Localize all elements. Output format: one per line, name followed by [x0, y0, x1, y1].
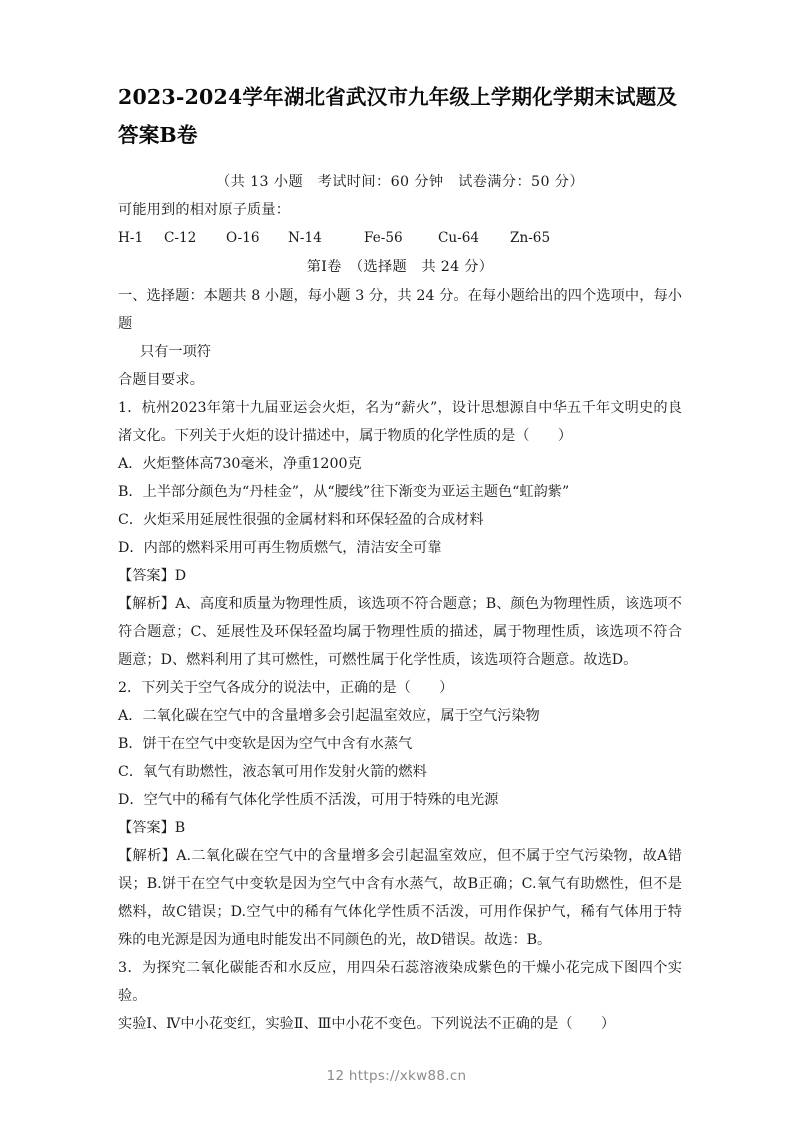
- option-label: A．: [118, 456, 143, 472]
- question-answer: 【答案】D: [118, 568, 187, 584]
- question-option: [118, 534, 682, 562]
- option-label: C．: [118, 512, 144, 528]
- choice-instruction-main: 一、选择题：本题共 8 小题，每小题 3 分，共 24 分。在每小题给出的四个选项中，每小题: [118, 288, 682, 332]
- atomic-mass-cu: Cu-64: [438, 230, 480, 246]
- question-option: [118, 478, 682, 506]
- choice-instruction: [118, 282, 682, 366]
- option-text: 氧气有助燃性，液态氧可用作发射火箭的燃料: [143, 764, 427, 780]
- atomic-mass-label: 可能用到的相对原子质量：: [118, 202, 291, 218]
- question-stem: 1．杭州2023年第十九届亚运会火炬，名为“薪火”，设计思想源自中华五千年文明史的良渚文化。下列关于火炬的设计描述中，属于物质的化学性质的是（ ）: [118, 400, 682, 444]
- choice-instruction-continuation: 只有一项符: [140, 344, 211, 360]
- option-label: D．: [118, 540, 144, 556]
- option-label: C．: [118, 764, 144, 780]
- question-answer: 【答案】B: [118, 820, 186, 836]
- option-label: B．: [118, 736, 143, 752]
- option-label: B．: [118, 484, 143, 500]
- page-title: 2023-2024学年湖北省武汉市九年级上学期化学期末试题及答案B卷: [118, 85, 678, 147]
- page-watermark: 12 https://xkw88.cn: [326, 1068, 467, 1084]
- document-content: [118, 78, 682, 1038]
- exam-meta-line: （共 13 小题 考试时间：60 分钟 试卷满分：50 分）: [216, 174, 584, 190]
- atomic-mass-fe: Fe-56: [364, 230, 403, 246]
- question-explanation: 【解析】A.二氧化碳在空气中的含量增多会引起温室效应，但不属于空气污染物，故A错误；B.饼干在空气中变软是因为空气中含有水蒸气，故B正确；C.氧气有助燃性，但不是燃料，故C错误；D.空气中的稀有气体化学性质不活泼，可用作保护气，稀有气体用于特殊的电光源是因为通电时能发出不同颜色的光，故D错误。故选：B。: [118, 848, 682, 948]
- question-option: [118, 786, 682, 814]
- atomic-mass-n: N-14: [288, 230, 322, 246]
- question-stem: 3．为探究二氧化碳能否和水反应，用四朵石蕊溶液染成紫色的干燥小花完成下图四个实验。: [118, 960, 682, 1004]
- option-text: 空气中的稀有气体化学性质不活泼，可用于特殊的电光源: [143, 792, 499, 808]
- option-text: 内部的燃料采用可再生物质燃气，清洁安全可靠: [143, 540, 442, 556]
- option-label: D．: [118, 792, 144, 808]
- option-text: 二氧化碳在空气中的含量增多会引起温室效应，属于空气污染物: [142, 708, 540, 724]
- question-explanation: 【解析】A、高度和质量为物理性质，该选项不符合题意；B、颜色为物理性质，该选项不符合题意；C、延展性及环保轻盈均属于物理性质的描述，属于物理性质，该选项不符合题意；D、燃料利用了其可燃性，可燃性属于化学性质，该选项符合题意。故选D。: [118, 596, 682, 668]
- question-stem-line-2: 实验Ⅰ、Ⅳ中小花变红，实验Ⅱ、Ⅲ中小花不变色。下列说法不正确的是（ ）: [118, 1016, 616, 1032]
- atomic-mass-zn: Zn-65: [510, 230, 551, 246]
- atomic-mass-h: H-1: [118, 230, 144, 246]
- option-text: 饼干在空气中变软是因为空气中含有水蒸气: [142, 736, 413, 752]
- question-option: [118, 730, 682, 758]
- choice-instruction-tail: 合题目要求。: [118, 372, 205, 388]
- question-option: [118, 702, 682, 730]
- option-text: 火炬采用延展性很强的金属材料和环保轻盈的合成材料: [143, 512, 484, 528]
- atomic-mass-list: [118, 224, 682, 252]
- question-option: [118, 506, 682, 534]
- atomic-mass-c: C-12: [164, 230, 197, 246]
- question-stem: 2．下列关于空气各成分的说法中，正确的是（ ）: [118, 680, 454, 696]
- option-label: A．: [118, 708, 143, 724]
- option-text: 上半部分颜色为“丹桂金”，从“腰线”往下渐变为亚运主题色“虹韵紫”: [142, 484, 570, 500]
- question-option: [118, 758, 682, 786]
- option-text: 火炬整体高730毫米，净重1200克: [142, 456, 362, 472]
- question-option: [118, 450, 682, 478]
- atomic-mass-o: O-16: [226, 230, 260, 246]
- section-header-part-1: 第Ⅰ卷 （选择题 共 24 分）: [306, 259, 494, 275]
